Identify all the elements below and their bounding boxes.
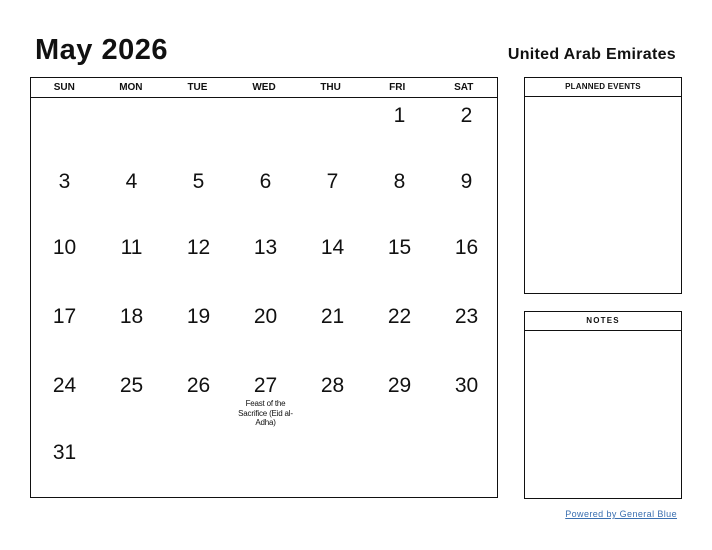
day-number: 15: [387, 236, 412, 259]
weekday-wed: WED: [252, 82, 276, 93]
day-cell[interactable]: [31, 171, 98, 192]
weekday-fri: FRI: [389, 82, 406, 93]
planned-events-heading: PLANNED EVENTS: [525, 78, 681, 97]
day-cell[interactable]: [31, 237, 98, 258]
holiday-event-label: Feast of the Sacrifice (Eid al-Adha): [238, 399, 293, 428]
day-number: 30: [454, 374, 479, 397]
day-number: 4: [125, 170, 138, 193]
country-name: United Arab Emirates: [507, 46, 676, 63]
weekday-mon: MON: [119, 82, 143, 93]
day-cell[interactable]: [366, 306, 433, 327]
day-number: 19: [186, 305, 211, 328]
day-cell[interactable]: [366, 105, 433, 126]
planned-events-panel: [524, 77, 682, 294]
day-cell[interactable]: [98, 237, 165, 258]
day-number: 22: [387, 305, 412, 328]
powered-by-link[interactable]: Powered by General Blue: [565, 509, 677, 519]
day-number: 20: [253, 305, 278, 328]
day-cell[interactable]: [433, 171, 500, 192]
day-cell[interactable]: [31, 442, 98, 463]
day-cell[interactable]: [232, 171, 299, 192]
day-cell[interactable]: [232, 237, 299, 258]
day-number: 9: [460, 170, 473, 193]
weekday-tue: TUE: [187, 82, 208, 93]
day-number: 24: [52, 374, 77, 397]
day-number: 5: [192, 170, 205, 193]
weekday-sat: SAT: [454, 82, 474, 93]
day-cell[interactable]: [366, 237, 433, 258]
day-cell[interactable]: [165, 237, 232, 258]
page-title: May 2026: [35, 34, 168, 66]
day-cell[interactable]: [232, 375, 299, 428]
weekday-sun: SUN: [53, 82, 75, 93]
day-number: 17: [52, 305, 77, 328]
day-number: 14: [320, 236, 345, 259]
day-number: 27: [253, 374, 278, 397]
day-cell[interactable]: [433, 375, 500, 396]
weekday-thu: THU: [320, 82, 341, 93]
notes-heading: NOTES: [525, 312, 681, 331]
day-cell[interactable]: [31, 375, 98, 396]
notes-panel: [524, 311, 682, 499]
day-number: 25: [119, 374, 144, 397]
day-number: 6: [259, 170, 272, 193]
calendar-grid: [30, 77, 498, 498]
day-number: 1: [393, 104, 406, 127]
day-number: 13: [253, 236, 278, 259]
day-cell[interactable]: [299, 375, 366, 396]
day-cell[interactable]: [98, 375, 165, 396]
day-cell[interactable]: [31, 306, 98, 327]
day-cell[interactable]: [366, 375, 433, 396]
day-number: 3: [58, 170, 71, 193]
weekday-header: [31, 78, 497, 98]
day-number: 16: [454, 236, 479, 259]
day-number: 11: [120, 236, 143, 259]
day-number: 8: [393, 170, 406, 193]
day-number: 23: [454, 305, 479, 328]
day-cell[interactable]: [299, 306, 366, 327]
day-cell[interactable]: [165, 171, 232, 192]
day-number: 29: [387, 374, 412, 397]
day-cell[interactable]: [433, 237, 500, 258]
day-cell[interactable]: [299, 237, 366, 258]
day-number: 18: [119, 305, 144, 328]
day-number: 26: [186, 374, 211, 397]
day-number: 12: [186, 236, 211, 259]
day-cell[interactable]: [98, 171, 165, 192]
day-cell[interactable]: [433, 306, 500, 327]
day-number: 7: [326, 170, 339, 193]
day-cell[interactable]: [232, 306, 299, 327]
day-cell[interactable]: [366, 171, 433, 192]
day-cell[interactable]: [165, 306, 232, 327]
day-cell[interactable]: [98, 306, 165, 327]
day-number: 2: [460, 104, 473, 127]
day-number: 28: [320, 374, 345, 397]
day-cell[interactable]: [165, 375, 232, 396]
day-number: 31: [52, 441, 77, 464]
day-cell[interactable]: [299, 171, 366, 192]
day-number: 10: [52, 236, 77, 259]
day-number: 21: [320, 305, 345, 328]
day-cell[interactable]: [433, 105, 500, 126]
